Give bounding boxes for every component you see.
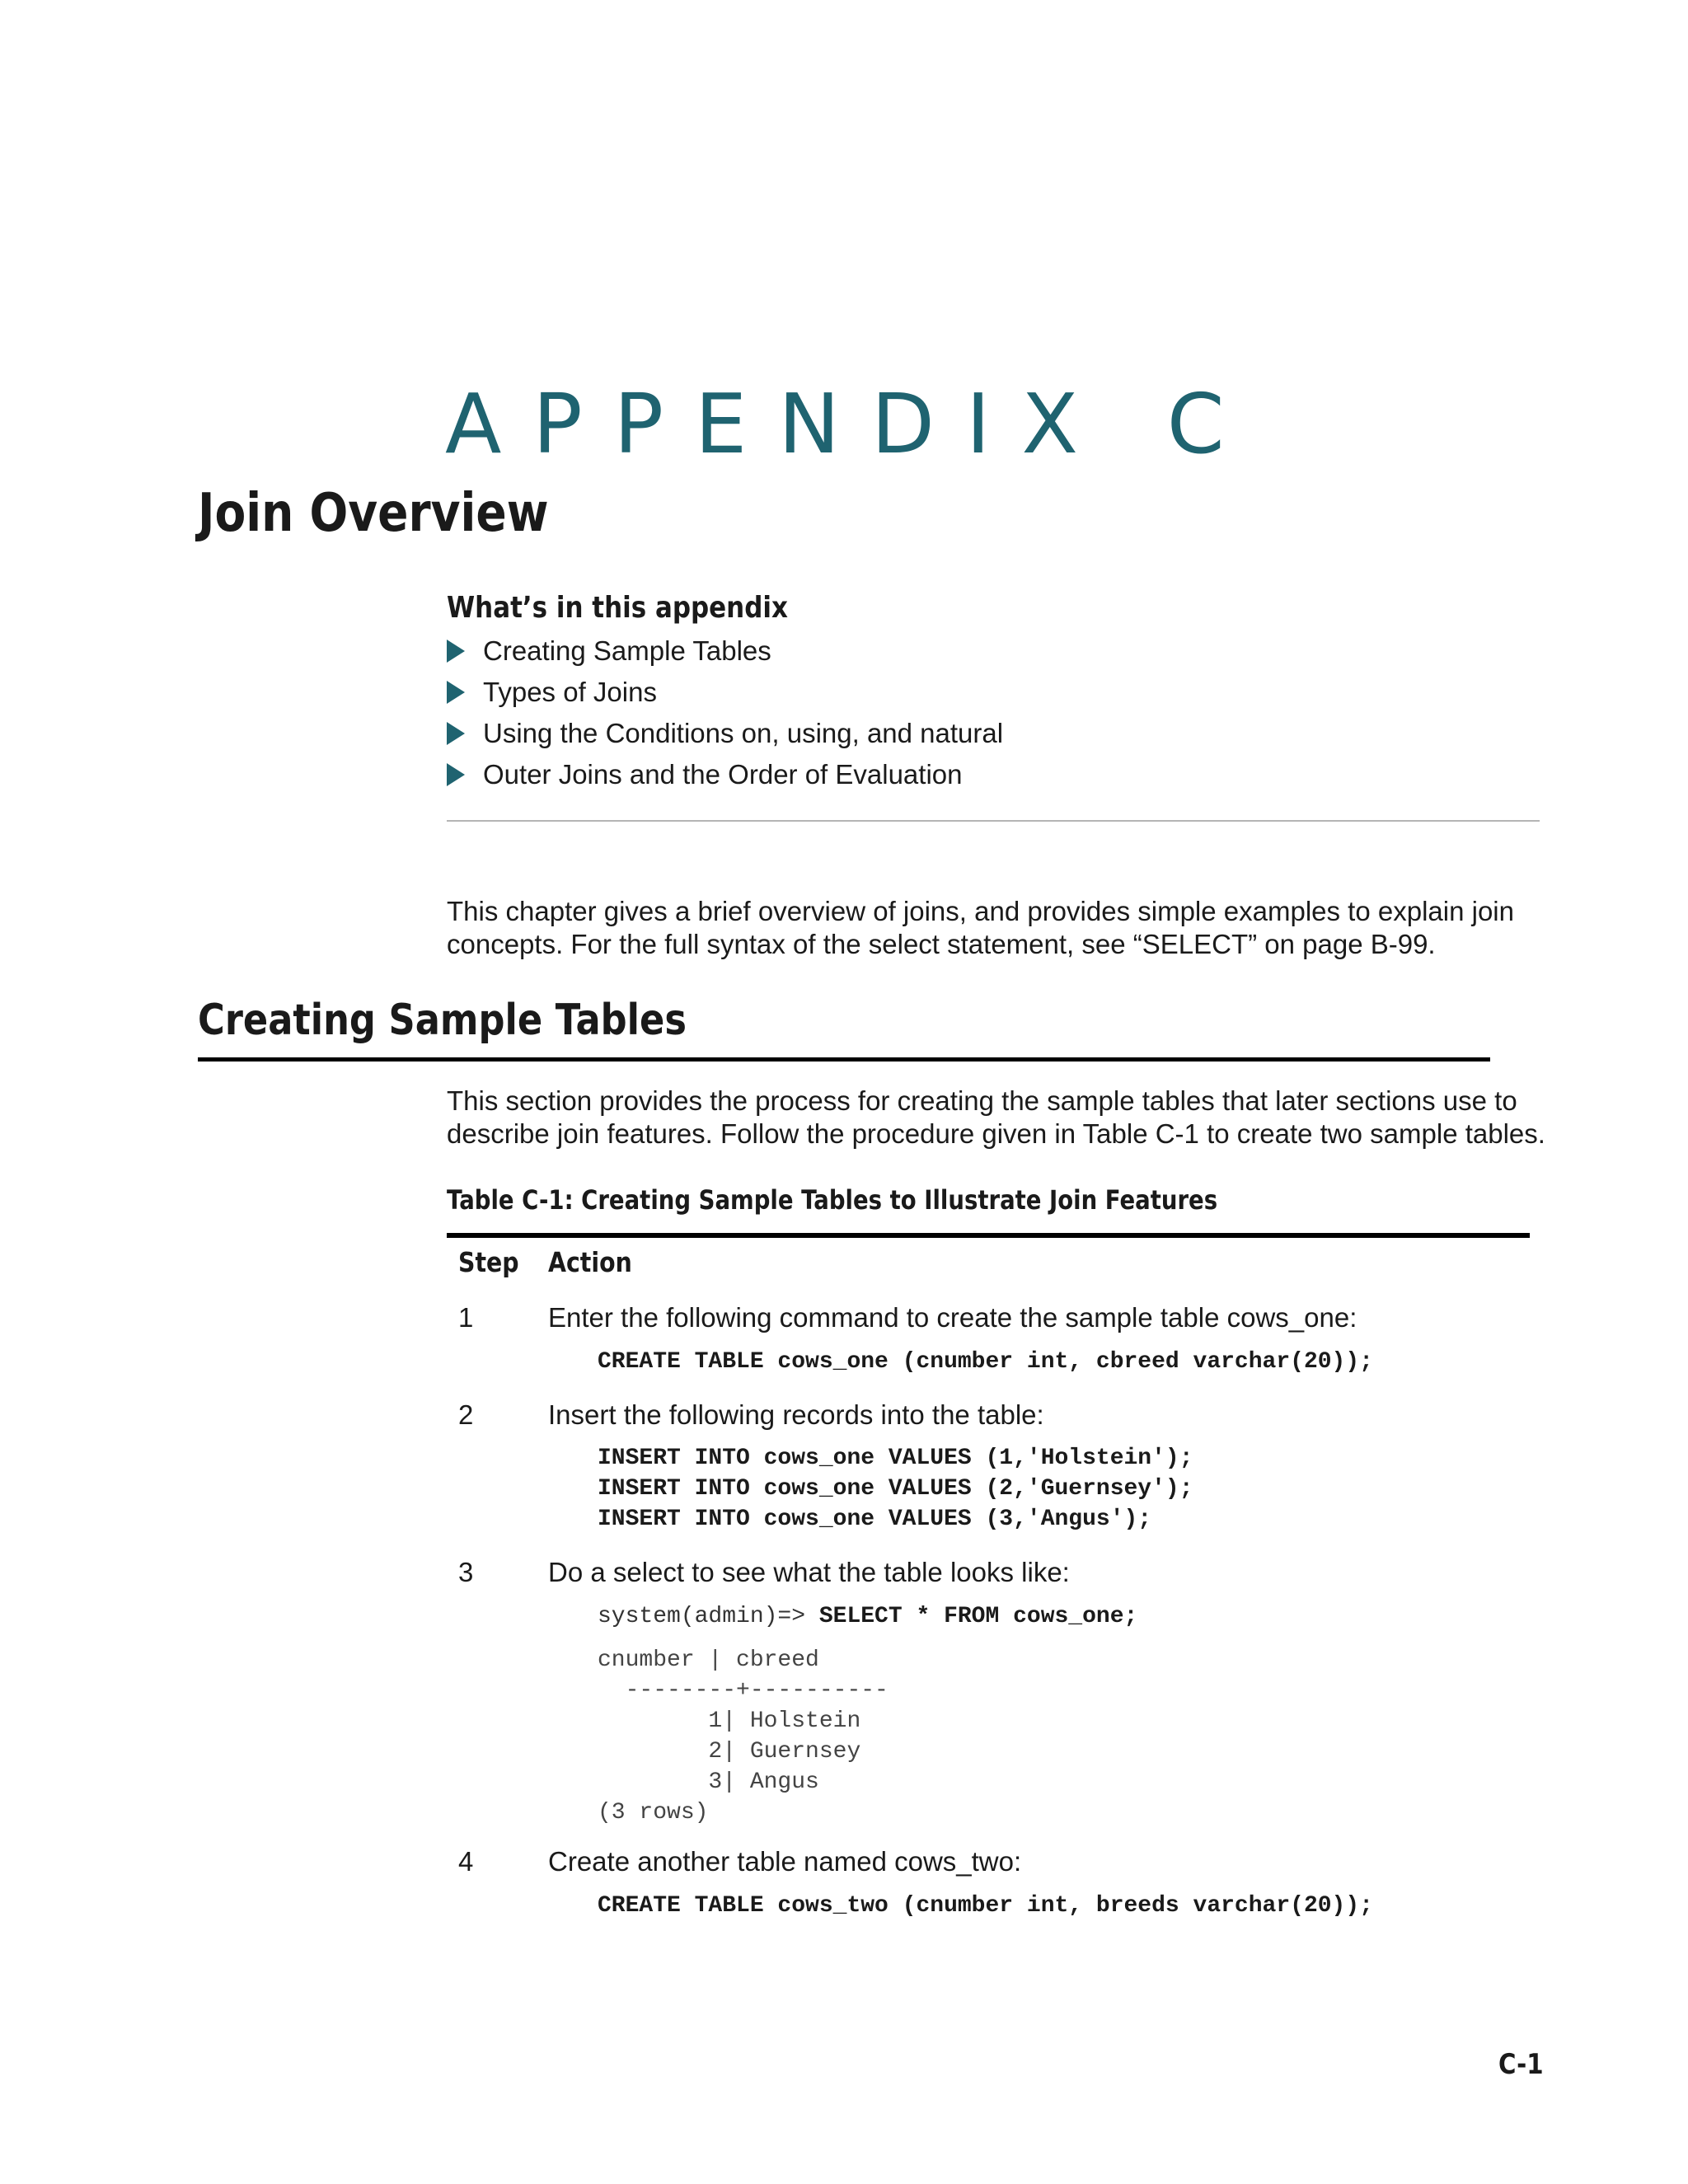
- toc-heading: What’s in this appendix: [447, 591, 788, 625]
- toc-item[interactable]: [447, 674, 657, 710]
- output-line: --------+----------: [598, 1678, 889, 1704]
- toc-item-label: Outer Joins and the Order of Evaluation: [483, 759, 963, 790]
- toc-item[interactable]: [447, 715, 1003, 752]
- step-number: 3: [458, 1557, 474, 1587]
- intro-paragraph: [447, 895, 1551, 961]
- section-line: This section provides the process for creating the sample tables that later sections use to: [447, 1085, 1517, 1116]
- step-number: 4: [458, 1846, 474, 1877]
- code-line: CREATE TABLE cows_two (cnumber int, breeds varchar(20));: [598, 1893, 1373, 1919]
- chapter-title: Join Overview: [198, 483, 549, 544]
- intro-line: This chapter gives a brief overview of joins, and provides simple examples to explain join: [447, 896, 1514, 926]
- toc-item-label: Creating Sample Tables: [483, 635, 771, 666]
- sql-query: SELECT * FROM cows_one;: [818, 1604, 1138, 1629]
- shell-prompt: system(admin)=>: [598, 1604, 819, 1629]
- section-paragraph: [447, 1085, 1551, 1151]
- toc-item-label: Using the Conditions on, using, and natural: [483, 718, 1004, 748]
- step-action-text: Insert the following records into the table:: [548, 1399, 1044, 1430]
- toc-item[interactable]: [447, 757, 963, 793]
- code-line: CREATE TABLE cows_one (cnumber int, cbreed varchar(20));: [598, 1349, 1373, 1375]
- output-line: (3 rows): [598, 1800, 709, 1825]
- query-line: [598, 1601, 1137, 1632]
- step-action-text: Do a select to see what the table looks like:: [548, 1557, 1070, 1587]
- toc-item[interactable]: [447, 633, 771, 669]
- toc-item-label: Types of Joins: [483, 677, 657, 707]
- step-action-text: Enter the following command to create the sample table cows_one:: [548, 1302, 1357, 1333]
- table-top-rule: [447, 1233, 1530, 1238]
- step-action-text: Create another table named cows_two:: [548, 1846, 1022, 1877]
- page-number: C-1: [1498, 2048, 1544, 2081]
- section-divider: [198, 1057, 1490, 1062]
- code-line: INSERT INTO cows_one VALUES (2,'Guernsey');: [598, 1476, 1193, 1502]
- code-line: INSERT INTO cows_one VALUES (3,'Angus');: [598, 1507, 1152, 1532]
- output-line: 3| Angus: [598, 1769, 819, 1795]
- output-line: 1| Holstein: [598, 1708, 861, 1734]
- step-number: 1: [458, 1302, 474, 1333]
- table-caption: Table C-1: Creating Sample Tables to Illustrate Join Features: [447, 1184, 1218, 1216]
- output-line: 2| Guernsey: [598, 1739, 861, 1765]
- appendix-label: APPENDIX C: [445, 376, 1256, 472]
- triangle-bullet-icon: [447, 681, 465, 704]
- section-title: Creating Sample Tables: [198, 996, 687, 1045]
- section-line: describe join features. Follow the procedure given in Table C-1 to create two sample tables.: [447, 1118, 1545, 1149]
- table-header-action: Action: [548, 1246, 632, 1278]
- code-line: INSERT INTO cows_one VALUES (1,'Holstein');: [598, 1446, 1193, 1471]
- triangle-bullet-icon: [447, 722, 465, 745]
- triangle-bullet-icon: [447, 640, 465, 663]
- output-line: cnumber | cbreed: [598, 1647, 819, 1673]
- table-header-step: Step: [458, 1246, 519, 1278]
- toc-divider: [447, 820, 1540, 822]
- step-number: 2: [458, 1399, 474, 1430]
- intro-line: concepts. For the full syntax of the select statement, see “SELECT” on page B-99.: [447, 929, 1436, 959]
- triangle-bullet-icon: [447, 763, 465, 786]
